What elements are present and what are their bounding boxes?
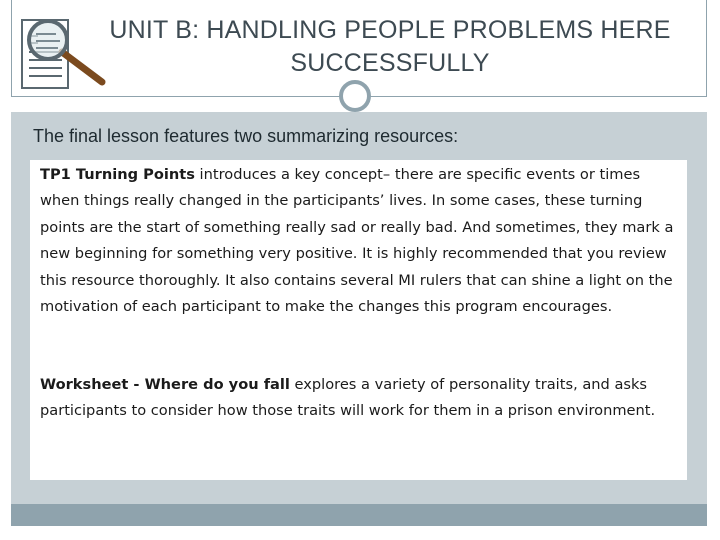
title-line-1: UNIT B: HANDLING PEOPLE PROBLEMS HERE [109, 16, 671, 44]
title-line-2: SUCCESSFULLY [290, 49, 490, 77]
slide-title [95, 14, 685, 80]
resource-item-turning-points [40, 162, 680, 320]
resource-item-worksheet [40, 372, 680, 425]
footer-bar [11, 504, 707, 526]
frame-line-right [706, 0, 707, 96]
resource-description: explores a variety of personality traits, and asks participants to consider how those traits will work for them in a prison environment. [40, 376, 656, 420]
divider-ring-ornament [339, 80, 371, 112]
resource-heading: Worksheet - Where do you fall [40, 376, 290, 393]
intro-text: The final lesson features two summarizing resources: [33, 126, 459, 146]
resource-textbox [30, 160, 687, 480]
resource-heading: TP1 Turning Points [40, 166, 195, 183]
content-panel [11, 112, 707, 504]
resource-description: introduces a key concept– there are specific events or times when things really changed in the participants’ lives. In some cases, these turning points are the start of something really sad or really bad. And sometimes, they mark a new beginning for something very positive. It is highly recommended that you review this resource thoroughly. It also contains several MI rulers that can shine a light on the motivation of each participant to make the changes this program encourages. [40, 166, 674, 316]
frame-line-left [11, 0, 12, 96]
